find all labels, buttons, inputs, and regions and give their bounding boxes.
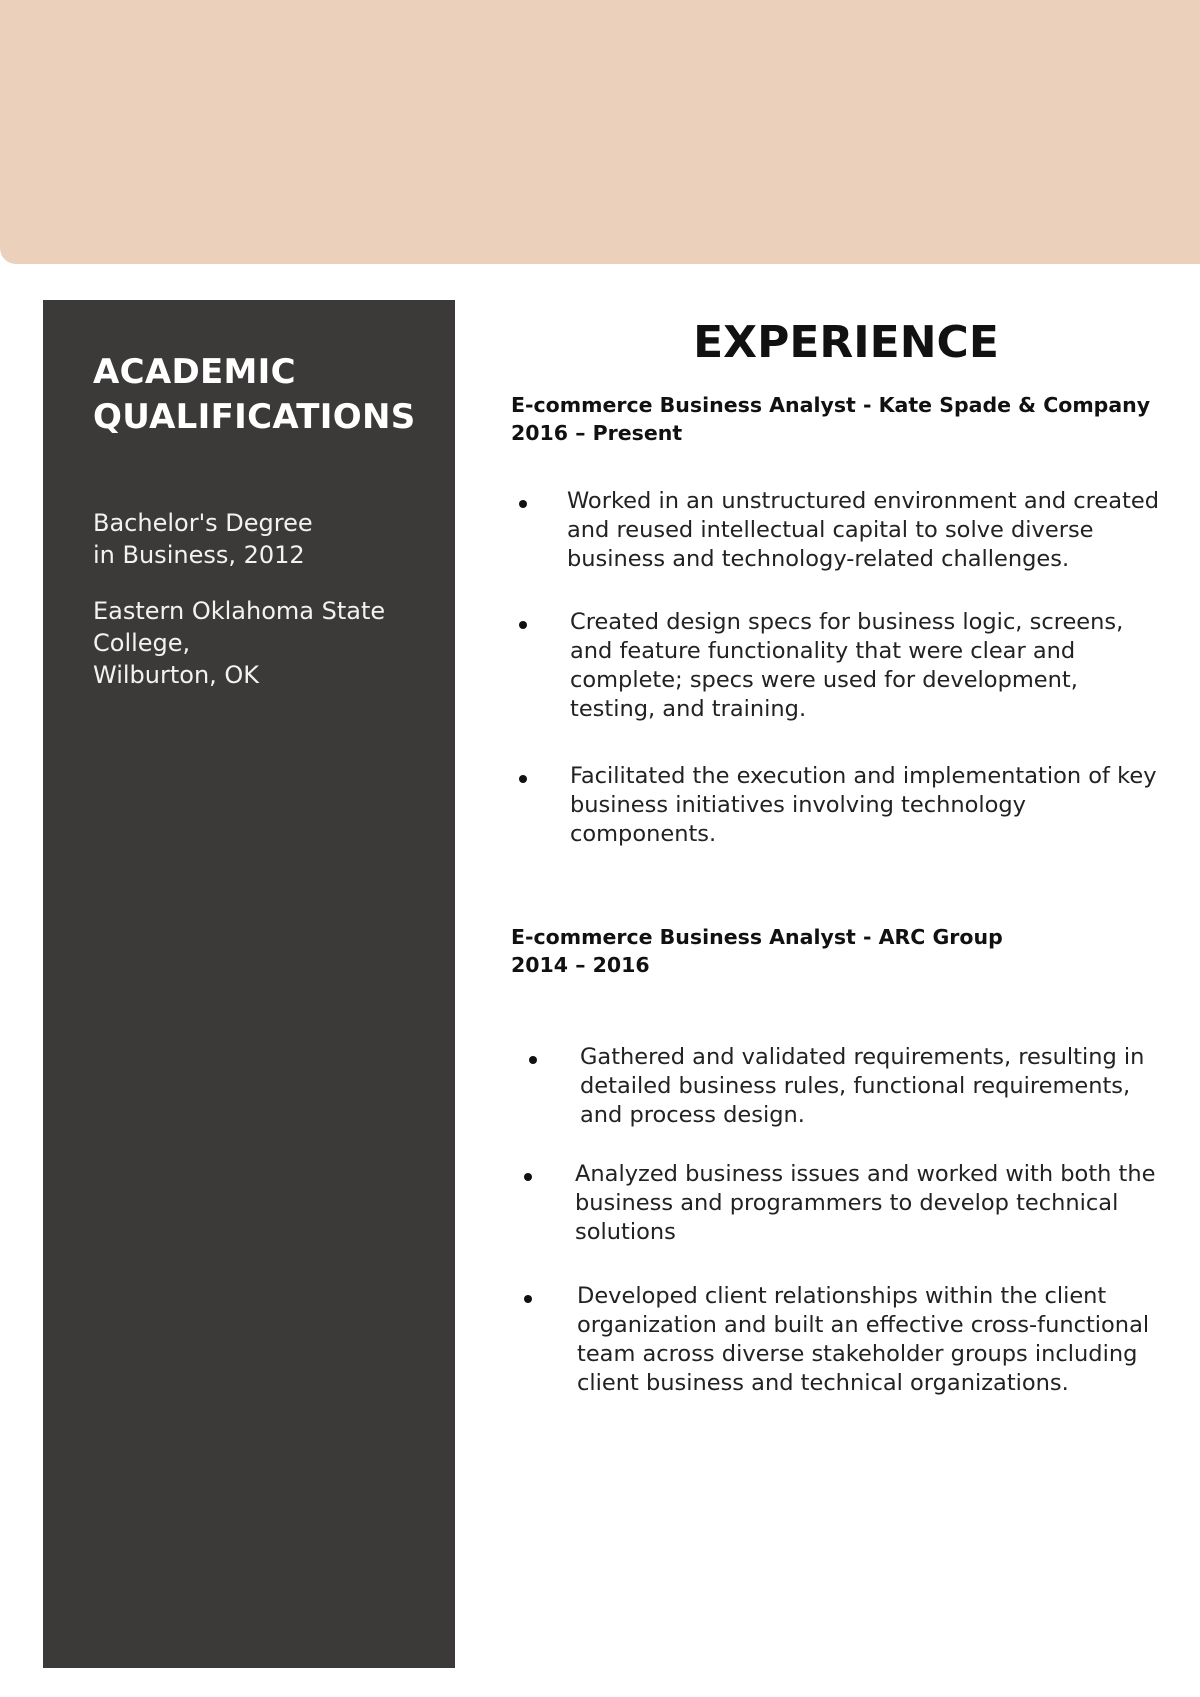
bullet-dot-icon — [519, 500, 527, 508]
school-text: Eastern Oklahoma State College, Wilburton, OK — [93, 597, 386, 689]
heading-line: ACADEMIC — [93, 352, 296, 392]
sidebar — [43, 300, 455, 1668]
bullet-text: Worked in an unstructured environment and created and reused intellectual capital to solve diverse business and technology-related challenges. — [567, 488, 1160, 572]
job-dates: 2016 – Present — [511, 421, 683, 445]
bullet-dot-icon — [524, 1295, 532, 1303]
job-entry — [511, 923, 1161, 1398]
job-entry — [511, 391, 1161, 849]
bullet-text: Analyzed business issues and worked with both the business and programmers to develop technical solutions — [575, 1161, 1156, 1245]
bullet-item — [511, 487, 1161, 574]
job-dates: 2014 – 2016 — [511, 953, 650, 977]
bullet-item — [511, 1282, 1161, 1398]
job-title: E-commerce Business Analyst - Kate Spade & Company — [511, 393, 1151, 417]
bullet-item — [511, 1160, 1161, 1247]
bullet-text: Developed client relationships within the client organization and built an effective cross-functional team across diverse stakeholder groups including client business and technical organizations. — [577, 1283, 1150, 1396]
bullet-item — [511, 1043, 1161, 1130]
experience-section — [511, 300, 1161, 1398]
bullet-item — [511, 762, 1161, 849]
job-bullets — [511, 1043, 1161, 1398]
bullet-dot-icon — [519, 621, 527, 629]
bullet-dot-icon — [524, 1173, 532, 1181]
job-bullets — [511, 487, 1161, 849]
bullet-dot-icon — [519, 775, 527, 783]
education-details — [93, 507, 425, 691]
bullet-text: Facilitated the execution and implementation of key business initiatives involving technology components. — [570, 763, 1157, 847]
bullet-dot-icon — [529, 1056, 537, 1064]
header-band — [0, 0, 1200, 264]
experience-heading: EXPERIENCE — [693, 317, 999, 368]
academic-qualifications-heading — [93, 350, 425, 440]
degree-text: Bachelor's Degree in Business, 2012 — [93, 509, 313, 569]
heading-line: QUALIFICATIONS — [93, 397, 416, 437]
job-title: E-commerce Business Analyst - ARC Group — [511, 925, 1003, 949]
bullet-text: Created design specs for business logic, screens, and feature functionality that were clear and complete; specs were used for development, testing, and training. — [570, 609, 1124, 722]
bullet-text: Gathered and validated requirements, resulting in detailed business rules, functional requirements, and process design. — [580, 1044, 1145, 1128]
bullet-item — [511, 608, 1161, 724]
